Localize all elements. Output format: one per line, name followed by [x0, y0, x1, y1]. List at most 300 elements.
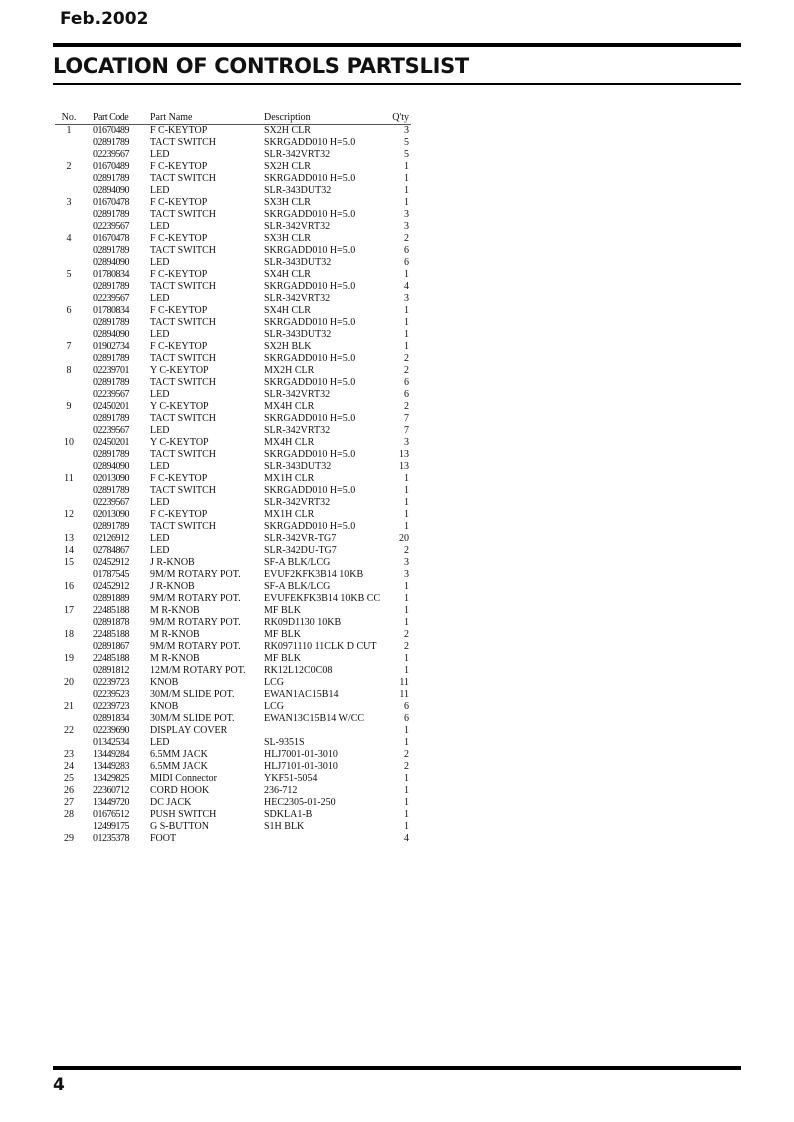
document-date: Feb.2002 — [60, 9, 149, 29]
item-no: 4 — [66, 233, 72, 244]
description: EWAN13C15B14 W/CC — [264, 713, 365, 724]
table-body — [55, 125, 411, 845]
part-code: 02239701 — [93, 365, 129, 376]
item-no: 17 — [64, 605, 74, 616]
description: MF BLK — [264, 605, 301, 616]
part-code: 02013090 — [93, 509, 129, 520]
description: SLR-342VRT32 — [264, 293, 331, 304]
item-no: 12 — [64, 509, 74, 520]
table-row — [55, 677, 411, 689]
quantity: 1 — [404, 773, 409, 784]
description: SX3H CLR — [264, 233, 311, 244]
part-name: TACT SWITCH — [150, 317, 216, 328]
part-name: TACT SWITCH — [150, 173, 216, 184]
quantity: 3 — [404, 221, 409, 232]
table-row — [55, 689, 411, 701]
part-code: 02891789 — [93, 245, 129, 256]
description: SLR-342VRT32 — [264, 425, 331, 436]
part-code: 02891789 — [93, 353, 129, 364]
part-name: TACT SWITCH — [150, 449, 216, 460]
quantity: 11 — [399, 677, 409, 688]
part-name: PUSH SWITCH — [150, 809, 217, 820]
quantity: 3 — [404, 209, 409, 220]
part-name: Y C-KEYTOP — [150, 437, 209, 448]
quantity: 5 — [404, 137, 409, 148]
part-code: 02891867 — [93, 641, 129, 652]
item-no: 25 — [64, 773, 74, 784]
table-row — [55, 221, 411, 233]
quantity: 2 — [404, 545, 409, 556]
table-row — [55, 341, 411, 353]
quantity: 2 — [404, 641, 409, 652]
quantity: 1 — [404, 269, 409, 280]
quantity: 7 — [404, 425, 409, 436]
part-name: F C-KEYTOP — [150, 269, 208, 280]
table-row — [55, 665, 411, 677]
quantity: 3 — [404, 557, 409, 568]
item-no: 10 — [64, 437, 74, 448]
quantity: 1 — [404, 593, 409, 604]
part-name: 12M/M ROTARY POT. — [150, 665, 246, 676]
part-code: 02894090 — [93, 329, 129, 340]
part-code: 02239567 — [93, 497, 129, 508]
table-row — [55, 593, 411, 605]
table-row — [55, 641, 411, 653]
part-code: 01670478 — [93, 233, 129, 244]
table-row — [55, 833, 411, 845]
description: RK09D1130 10KB — [264, 617, 342, 628]
part-code: 02894090 — [93, 461, 129, 472]
quantity: 6 — [404, 257, 409, 268]
part-code: 02891889 — [93, 593, 129, 604]
table-row — [55, 569, 411, 581]
part-code: 13449283 — [93, 761, 129, 772]
part-name: M R-KNOB — [150, 653, 200, 664]
table-row — [55, 509, 411, 521]
quantity: 1 — [404, 665, 409, 676]
part-name: LED — [150, 221, 170, 232]
description: SLR-342VR-TG7 — [264, 533, 337, 544]
quantity: 3 — [404, 125, 409, 136]
part-code: 01342534 — [93, 737, 129, 748]
table-row — [55, 797, 411, 809]
part-code: 02239723 — [93, 677, 129, 688]
table-row — [55, 557, 411, 569]
item-no: 21 — [64, 701, 74, 712]
part-name: LED — [150, 545, 170, 556]
table-row — [55, 725, 411, 737]
table-row — [55, 617, 411, 629]
part-name: F C-KEYTOP — [150, 161, 208, 172]
part-code: 02891789 — [93, 377, 129, 388]
quantity: 1 — [404, 485, 409, 496]
title-rule — [53, 83, 741, 85]
description: SX4H CLR — [264, 305, 311, 316]
part-name: LED — [150, 149, 170, 160]
item-no: 24 — [64, 761, 74, 772]
part-name: F C-KEYTOP — [150, 233, 208, 244]
part-name: Y C-KEYTOP — [150, 401, 209, 412]
table-row — [55, 809, 411, 821]
quantity: 3 — [404, 437, 409, 448]
table-row — [55, 761, 411, 773]
part-code: 02894090 — [93, 185, 129, 196]
description: SKRGADD010 H=5.0 — [264, 353, 356, 364]
description: SKRGADD010 H=5.0 — [264, 377, 356, 388]
description: LCG — [264, 701, 284, 712]
quantity: 1 — [404, 197, 409, 208]
part-name: TACT SWITCH — [150, 209, 216, 220]
description: SKRGADD010 H=5.0 — [264, 449, 356, 460]
part-name: TACT SWITCH — [150, 137, 216, 148]
part-name: F C-KEYTOP — [150, 305, 208, 316]
part-code: 02239567 — [93, 389, 129, 400]
part-code: 02891789 — [93, 521, 129, 532]
description: SX2H CLR — [264, 161, 311, 172]
quantity: 1 — [404, 161, 409, 172]
part-code: 01670489 — [93, 125, 129, 136]
part-name: LED — [150, 737, 170, 748]
description: SDKLA1-B — [264, 809, 313, 820]
item-no: 9 — [66, 401, 72, 412]
table-row — [55, 413, 411, 425]
part-code: 12499175 — [93, 821, 129, 832]
part-name: 9M/M ROTARY POT. — [150, 593, 241, 604]
description: YKF51-5054 — [264, 773, 318, 784]
part-code: 02126912 — [93, 533, 129, 544]
part-code: 22485188 — [93, 605, 129, 616]
table-row — [55, 197, 411, 209]
item-no: 27 — [64, 797, 74, 808]
part-name: M R-KNOB — [150, 629, 200, 640]
part-name: Y C-KEYTOP — [150, 365, 209, 376]
part-code: 13449720 — [93, 797, 129, 808]
quantity: 1 — [404, 521, 409, 532]
table-row — [55, 749, 411, 761]
description: MX1H CLR — [264, 473, 315, 484]
part-name: LED — [150, 257, 170, 268]
table-row — [55, 521, 411, 533]
table-row — [55, 425, 411, 437]
part-code: 02239523 — [93, 689, 129, 700]
quantity: 6 — [404, 377, 409, 388]
table-row — [55, 473, 411, 485]
part-code: 01676512 — [93, 809, 129, 820]
part-name: KNOB — [150, 677, 179, 688]
description: MX2H CLR — [264, 365, 315, 376]
part-code: 02891789 — [93, 281, 129, 292]
description: MF BLK — [264, 653, 301, 664]
quantity: 1 — [404, 329, 409, 340]
part-code: 13429825 — [93, 773, 129, 784]
item-no: 7 — [66, 341, 72, 352]
quantity: 1 — [404, 185, 409, 196]
description: SKRGADD010 H=5.0 — [264, 521, 356, 532]
table-row — [55, 317, 411, 329]
quantity: 2 — [404, 629, 409, 640]
part-code: 02894090 — [93, 257, 129, 268]
part-code: 02891789 — [93, 173, 129, 184]
item-no: 18 — [64, 629, 74, 640]
table-row — [55, 653, 411, 665]
item-no: 23 — [64, 749, 74, 760]
description: MF BLK — [264, 629, 301, 640]
part-name: 30M/M SLIDE POT. — [150, 713, 235, 724]
table-row — [55, 449, 411, 461]
item-no: 15 — [64, 557, 74, 568]
part-name: DISPLAY COVER — [150, 725, 228, 736]
part-code: 02239723 — [93, 701, 129, 712]
quantity: 4 — [404, 281, 409, 292]
table-row — [55, 173, 411, 185]
quantity: 6 — [404, 701, 409, 712]
part-name: LED — [150, 533, 170, 544]
col-description: Description — [264, 112, 311, 123]
item-no: 19 — [64, 653, 74, 664]
part-code: 22360712 — [93, 785, 129, 796]
table-row — [55, 821, 411, 833]
part-name: 6.5MM JACK — [150, 761, 208, 772]
quantity: 1 — [404, 497, 409, 508]
description: SLR-342VRT32 — [264, 221, 331, 232]
part-name: LED — [150, 329, 170, 340]
table-row — [55, 209, 411, 221]
item-no: 13 — [64, 533, 74, 544]
quantity: 4 — [404, 833, 409, 844]
part-name: LED — [150, 497, 170, 508]
table-row — [55, 485, 411, 497]
quantity: 6 — [404, 713, 409, 724]
part-code: 02450201 — [93, 437, 129, 448]
description: SKRGADD010 H=5.0 — [264, 317, 356, 328]
part-code: 02239567 — [93, 221, 129, 232]
description: SKRGADD010 H=5.0 — [264, 173, 356, 184]
table-row — [55, 185, 411, 197]
item-no: 8 — [66, 365, 72, 376]
part-code: 01780834 — [93, 305, 129, 316]
footer-rule — [53, 1066, 741, 1070]
table-row — [55, 269, 411, 281]
quantity: 1 — [404, 173, 409, 184]
part-name: F C-KEYTOP — [150, 197, 208, 208]
item-no: 2 — [66, 161, 72, 172]
quantity: 3 — [404, 569, 409, 580]
part-name: TACT SWITCH — [150, 353, 216, 364]
description: SLR-343DUT32 — [264, 329, 332, 340]
table-row — [55, 581, 411, 593]
description: SKRGADD010 H=5.0 — [264, 137, 356, 148]
part-code: 01787545 — [93, 569, 129, 580]
part-code: 22485188 — [93, 653, 129, 664]
part-code: 22485188 — [93, 629, 129, 640]
part-name: 6.5MM JACK — [150, 749, 208, 760]
part-code: 02891789 — [93, 137, 129, 148]
quantity: 2 — [404, 353, 409, 364]
part-name: F C-KEYTOP — [150, 341, 208, 352]
part-name: LED — [150, 293, 170, 304]
description: MX1H CLR — [264, 509, 315, 520]
quantity: 6 — [404, 245, 409, 256]
part-name: 9M/M ROTARY POT. — [150, 641, 241, 652]
part-name: LED — [150, 389, 170, 400]
item-no: 1 — [66, 125, 72, 136]
part-name: LED — [150, 461, 170, 472]
description: SLR-342VRT32 — [264, 389, 331, 400]
quantity: 1 — [404, 509, 409, 520]
part-name: 9M/M ROTARY POT. — [150, 569, 241, 580]
description: SLR-343DUT32 — [264, 257, 332, 268]
quantity: 5 — [404, 149, 409, 160]
quantity: 1 — [404, 725, 409, 736]
description: MX4H CLR — [264, 437, 315, 448]
part-code: 02891789 — [93, 209, 129, 220]
description: SL-9351S — [264, 737, 305, 748]
item-no: 28 — [64, 809, 74, 820]
quantity: 1 — [404, 785, 409, 796]
quantity: 2 — [404, 233, 409, 244]
description: SLR-342DU-TG7 — [264, 545, 337, 556]
quantity: 1 — [404, 821, 409, 832]
table-row — [55, 149, 411, 161]
table-row — [55, 701, 411, 713]
description: SF-A BLK/LCG — [264, 581, 331, 592]
item-no: 5 — [66, 269, 72, 280]
description: SLR-343DUT32 — [264, 185, 332, 196]
part-code: 01902734 — [93, 341, 129, 352]
table-row — [55, 401, 411, 413]
quantity: 7 — [404, 413, 409, 424]
item-no: 29 — [64, 833, 74, 844]
table-row — [55, 125, 411, 137]
table-row — [55, 461, 411, 473]
part-name: TACT SWITCH — [150, 245, 216, 256]
part-code: 01780834 — [93, 269, 129, 280]
part-code: 02239567 — [93, 425, 129, 436]
table-row — [55, 737, 411, 749]
part-name: F C-KEYTOP — [150, 509, 208, 520]
part-name: 9M/M ROTARY POT. — [150, 617, 241, 628]
col-part-name: Part Name — [150, 112, 193, 123]
table-row — [55, 281, 411, 293]
part-name: G S-BUTTON — [150, 821, 209, 832]
col-qty: Q'ty — [392, 112, 409, 123]
description: SKRGADD010 H=5.0 — [264, 245, 356, 256]
quantity: 13 — [399, 461, 409, 472]
description: SLR-342VRT32 — [264, 149, 331, 160]
table-row — [55, 773, 411, 785]
table-header — [55, 112, 411, 125]
description: S1H BLK — [264, 821, 305, 832]
item-no: 6 — [66, 305, 72, 316]
part-name: J R-KNOB — [150, 557, 195, 568]
description: SF-A BLK/LCG — [264, 557, 331, 568]
page-title: LOCATION OF CONTROLS PARTSLIST — [53, 54, 469, 78]
quantity: 6 — [404, 389, 409, 400]
item-no: 3 — [66, 197, 72, 208]
quantity: 3 — [404, 293, 409, 304]
part-code: 02891878 — [93, 617, 129, 628]
table-row — [55, 233, 411, 245]
part-name: F C-KEYTOP — [150, 125, 208, 136]
table-row — [55, 605, 411, 617]
table-row — [55, 137, 411, 149]
part-name: KNOB — [150, 701, 179, 712]
part-name: 30M/M SLIDE POT. — [150, 689, 235, 700]
table-row — [55, 245, 411, 257]
description: MX4H CLR — [264, 401, 315, 412]
description: SX2H BLK — [264, 341, 312, 352]
description: EVUFEKFK3B14 10KB CC — [264, 593, 381, 604]
table-row — [55, 785, 411, 797]
part-code: 02784867 — [93, 545, 129, 556]
description: EVUF2KFK3B14 10KB — [264, 569, 364, 580]
part-code: 02891789 — [93, 449, 129, 460]
item-no: 22 — [64, 725, 74, 736]
part-code: 02452912 — [93, 557, 129, 568]
quantity: 2 — [404, 365, 409, 376]
part-code: 02013090 — [93, 473, 129, 484]
quantity: 2 — [404, 749, 409, 760]
col-part-code: Part Code — [93, 112, 129, 123]
quantity: 1 — [404, 797, 409, 808]
part-code: 01235378 — [93, 833, 129, 844]
part-code: 02239690 — [93, 725, 129, 736]
table-row — [55, 161, 411, 173]
quantity: 1 — [404, 653, 409, 664]
quantity: 11 — [399, 689, 409, 700]
part-name: LED — [150, 185, 170, 196]
part-code: 01670489 — [93, 161, 129, 172]
quantity: 1 — [404, 809, 409, 820]
quantity: 1 — [404, 305, 409, 316]
table-row — [55, 389, 411, 401]
description: HLJ7001-01-3010 — [264, 749, 338, 760]
table-row — [55, 437, 411, 449]
part-name: TACT SWITCH — [150, 377, 216, 388]
part-code: 02891812 — [93, 665, 129, 676]
part-name: TACT SWITCH — [150, 485, 216, 496]
header-rule — [53, 43, 741, 47]
description: EWAN1AC15B14 — [264, 689, 339, 700]
description: SLR-342VRT32 — [264, 497, 331, 508]
part-name: DC JACK — [150, 797, 192, 808]
part-name: FOOT — [150, 833, 177, 844]
quantity: 1 — [404, 317, 409, 328]
part-code: 01670478 — [93, 197, 129, 208]
part-name: CORD HOOK — [150, 785, 210, 796]
table-row — [55, 629, 411, 641]
description: SKRGADD010 H=5.0 — [264, 281, 356, 292]
table-row — [55, 545, 411, 557]
part-name: TACT SWITCH — [150, 413, 216, 424]
item-no: 11 — [64, 473, 74, 484]
table-row — [55, 497, 411, 509]
page-number: 4 — [53, 1075, 65, 1095]
description: HEC2305-01-250 — [264, 797, 336, 808]
quantity: 2 — [404, 401, 409, 412]
table-row — [55, 329, 411, 341]
part-name: F C-KEYTOP — [150, 473, 208, 484]
table-row — [55, 305, 411, 317]
quantity: 1 — [404, 617, 409, 628]
part-code: 02239567 — [93, 149, 129, 160]
description: SX4H CLR — [264, 269, 311, 280]
description: SLR-343DUT32 — [264, 461, 332, 472]
quantity: 1 — [404, 737, 409, 748]
description: 236-712 — [264, 785, 298, 796]
part-code: 02450201 — [93, 401, 129, 412]
description: SKRGADD010 H=5.0 — [264, 413, 356, 424]
